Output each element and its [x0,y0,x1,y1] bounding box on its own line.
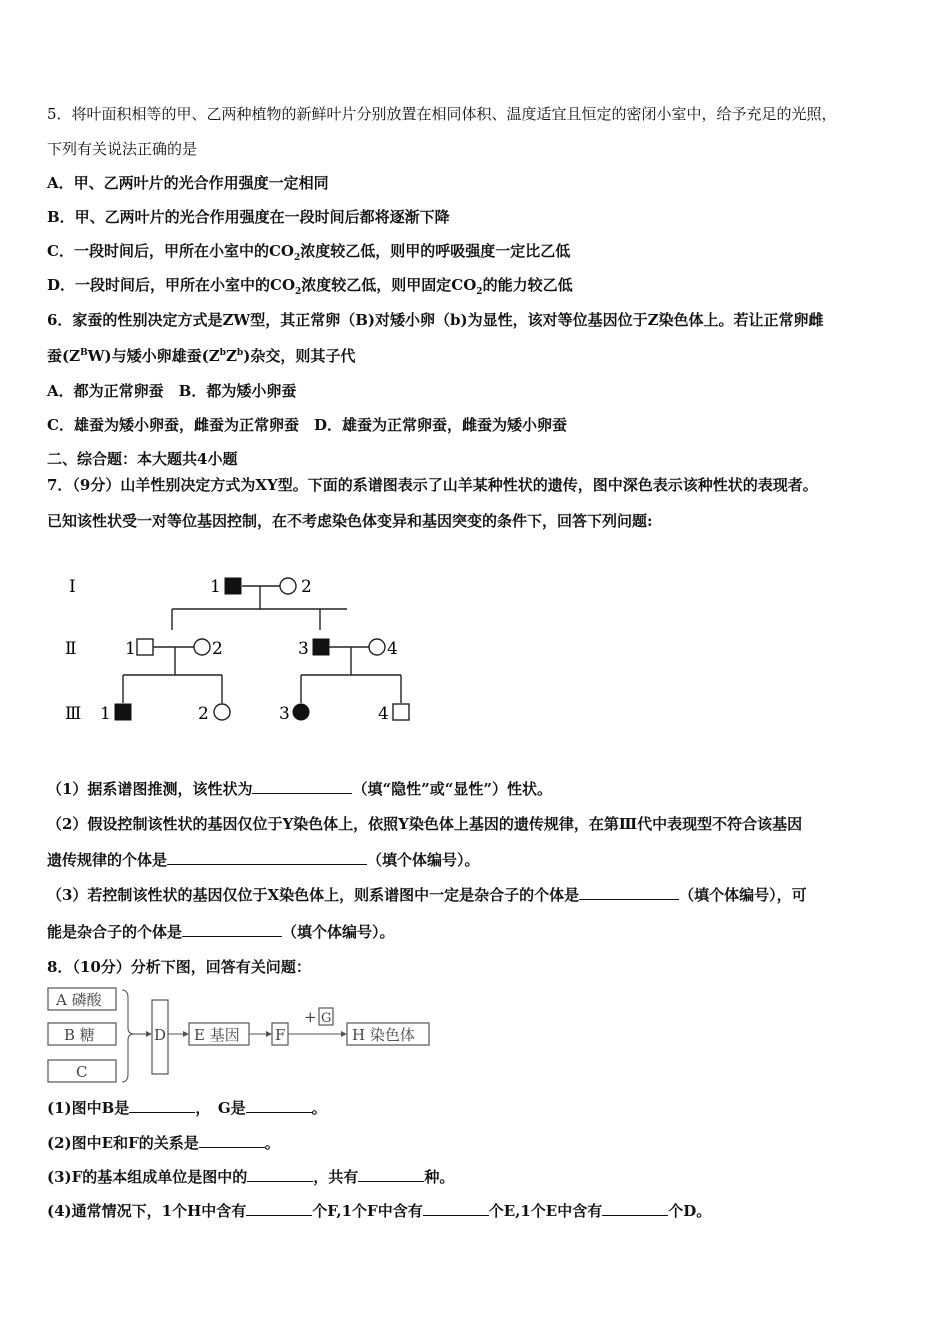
answer-blank[interactable] [246,1201,312,1216]
q7-part3-line2 [47,922,395,942]
q8-stem: 8．（10分）分析下图，回答有关问题： [47,958,311,976]
answer-blank[interactable] [423,1201,489,1216]
q8-part3-end: 种。 [424,1168,455,1186]
q7-stem-line2: 已知该性状受一对等位基因控制，在不考虑染色体变异和基因突变的条件下，回答下列问题: [47,512,653,530]
q7-part1-hint: （填“隐性”或“显性”）性状。 [352,780,552,798]
brace [122,990,134,1082]
label-ii2: 2 [212,639,223,659]
q5-option-c-part2: 浓度较乙低，则甲的呼吸强度一定比乙低 [300,242,571,260]
plus-sign: + [304,1008,317,1026]
label-ii4: 4 [387,639,398,659]
individual-iii2-female [214,704,230,720]
q8-part1-prompt2: ， G是 [195,1099,246,1117]
box-b-label: B 糖 [64,1026,95,1044]
q8-part4-end: 个D。 [668,1202,712,1220]
individual-iii4-male [393,704,409,720]
q5-option-c-part1: C．一段时间后，甲所在小室中的CO [47,242,294,260]
q7-part2-line1: （2）假设控制该性状的基因仅位于Y染色体上，依照Y染色体上基因的遗传规律，在第Ⅲ代中表现型不符合该基因 [47,815,803,833]
individual-ii2-female [194,639,210,655]
box-g-label: G [321,1011,332,1026]
generation-label-i: Ⅰ [69,577,76,597]
q6-options-cd: C．雄蚕为矮小卵蚕，雌蚕为正常卵蚕 D．雄蚕为正常卵蚕，雌蚕为矮小卵蚕 [47,416,567,434]
q5-option-d-part1: D．一段时间后，甲所在小室中的CO [47,276,296,294]
q5-stem-line2: 下列有关说法正确的是 [47,140,198,158]
individual-ii3-affected-male [313,639,329,655]
box-a-label: A 磷酸 [56,991,102,1009]
pedigree-chart [55,565,425,730]
answer-blank[interactable] [167,850,367,865]
q5-option-d-part2: 浓度较乙低，则甲固定CO [301,276,477,294]
individual-iii3-affected-female [293,704,309,720]
q8-part2-prompt: (2)图中E和F的关系是 [47,1134,199,1152]
q8-part4 [47,1201,711,1221]
q6-stem-part-b: W)与矮小卵雄蚕(Z [87,347,220,365]
individual-ii1-male [137,639,153,655]
answer-blank[interactable] [247,1167,313,1182]
label-iii1: 1 [100,704,111,724]
box-d-label: D [154,1026,167,1044]
section-heading: 二、综合题：本大题共4小题 [47,450,238,468]
gene-chromosome-diagram [46,986,436,1086]
answer-blank[interactable] [129,1098,195,1113]
label-iii3: 3 [279,704,290,724]
label-iii4: 4 [378,704,389,724]
q8-part3 [47,1167,454,1187]
q5-option-b: B．甲、乙两叶片的光合作用强度在一段时间后都将逐渐下降 [47,208,450,226]
q8-part3-prompt2: ，共有 [313,1168,359,1186]
allele-sup-b: b [219,348,226,358]
allele-sup-B: B [80,348,88,358]
answer-blank[interactable] [199,1133,265,1148]
arrowhead-h [341,1031,347,1037]
q7-part2-prompt: 遗传规律的个体是 [47,851,168,869]
q6-options-ab: A．都为正常卵蚕 B．都为矮小卵蚕 [47,382,297,400]
q6-stem-part-a: 蚕(Z [47,347,81,365]
answer-blank[interactable] [252,779,352,794]
co2-subscript: 2 [295,287,302,297]
box-e-label: E 基因 [194,1026,240,1044]
co2-subscript: 2 [293,253,301,263]
q7-part3-prompt2: 能是杂合子的个体是 [47,923,183,941]
q8-part3-prompt: (3)F的基本组成单位是图中的 [47,1168,248,1186]
q8-part4-prompt: (4)通常情况下，1个H中含有 [47,1202,247,1220]
box-c-label: C [76,1063,88,1081]
q8-part2-end: 。 [264,1134,280,1152]
answer-blank[interactable] [182,922,282,937]
individual-i2-female [280,578,296,594]
q7-part3-hint2: （填个体编号）。 [282,923,395,941]
answer-blank[interactable] [358,1167,424,1182]
q5-option-c [47,241,570,261]
q7-part3-hint: （填个体编号），可 [679,886,807,904]
answer-blank[interactable] [246,1098,312,1113]
q5-option-d-part3: 的能力较乙低 [482,276,573,294]
allele-sup-b: b [236,348,244,358]
q8-part1-prompt: (1)图中B是 [47,1099,130,1117]
co2-subscript: 2 [476,287,483,297]
q8-part1 [47,1098,327,1118]
q5-option-a: A．甲、乙两叶片的光合作用强度一定相同 [47,174,329,192]
q7-part1 [47,779,552,799]
individual-iii1-affected-male [115,704,131,720]
answer-blank[interactable] [602,1201,668,1216]
q7-part1-prompt: （1）据系谱图推测，该性状为 [47,780,253,798]
q6-stem-part-c: Z [225,347,237,365]
q5-stem-line1: 5．将叶面积相等的甲、乙两种植物的新鲜叶片分别放置在相同体积、温度适宜且恒定的密闭小室中，给予充足的光照， [47,105,837,123]
box-h-label: H 染色体 [352,1026,415,1044]
q7-part3-line1 [47,885,807,905]
q6-stem-line2 [47,346,355,366]
q8-part2 [47,1133,280,1153]
q8-part4-prompt3: 个E,1个E中含有 [488,1202,603,1220]
arrowhead-d [146,1031,152,1037]
q7-stem-line1: 7．（9分）山羊性别决定方式为XY型。下面的系谱图表示了山羊某种性状的遗传，图中深色表示该种性状的表现者。 [47,476,818,494]
box-f-label: F [275,1026,286,1044]
q7-part3-prompt: （3）若控制该性状的基因仅位于X染色体上，则系谱图中一定是杂合子的个体是 [47,886,580,904]
arrowhead-e [183,1031,189,1037]
q8-part1-end: 。 [311,1099,327,1117]
arrowhead-f [266,1031,272,1037]
label-i2: 2 [301,577,312,597]
individual-i1-affected-male [225,578,241,594]
q7-part2-line2 [47,850,480,870]
label-iii2: 2 [198,704,209,724]
q8-part4-prompt2: 个F,1个F中含有 [312,1202,423,1220]
generation-label-ii: Ⅱ [65,639,77,659]
q7-part2-hint: （填个体编号）。 [367,851,480,869]
q5-option-d [47,275,573,295]
label-i1: 1 [210,577,221,597]
label-ii1: 1 [125,639,136,659]
q6-stem-part-d: )杂交，则其子代 [243,347,356,365]
individual-ii4-female [369,639,385,655]
generation-label-iii: Ⅲ [65,704,82,724]
label-ii3: 3 [298,639,309,659]
answer-blank[interactable] [579,885,679,900]
q6-stem-line1: 6．家蚕的性别决定方式是ZW型，其正常卵（B)对矮小卵（b)为显性，该对等位基因位于Z染色体上。若让正常卵雌 [47,311,824,329]
